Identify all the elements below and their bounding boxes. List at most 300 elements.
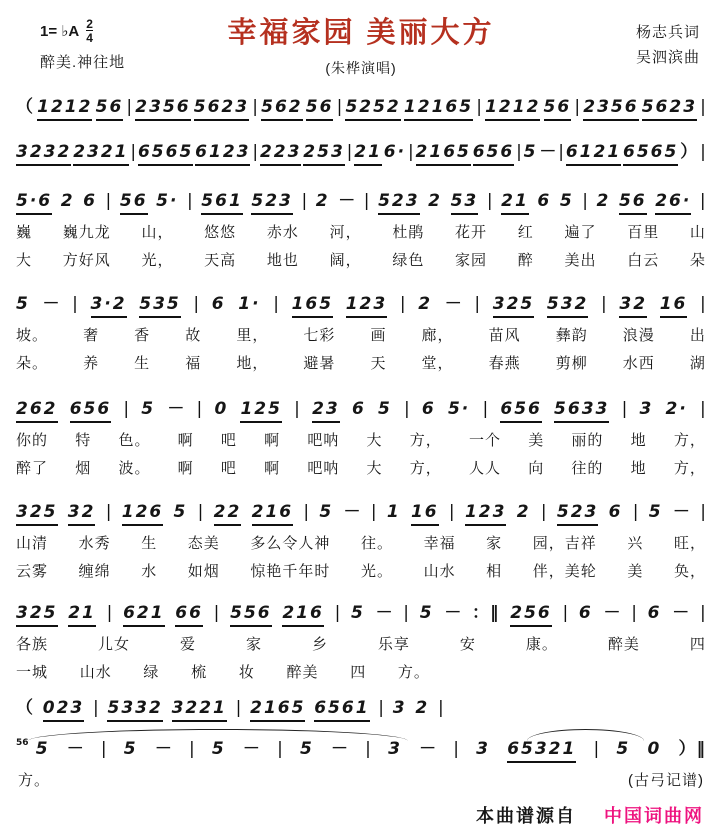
notation-line xyxy=(16,190,706,215)
bar-line: | xyxy=(213,603,220,623)
note-group: 2· xyxy=(665,399,688,419)
lyric-word: 妆 xyxy=(238,664,255,681)
lyric-word: 阔， xyxy=(329,252,362,269)
note-group: 2 xyxy=(60,191,75,211)
lyric-word: 朵。 xyxy=(16,355,49,372)
lyric-word: 赤水 xyxy=(266,224,299,241)
note-group: 3 xyxy=(388,739,402,759)
bar-line: | xyxy=(334,603,341,623)
lyric-word: 人人 xyxy=(468,460,501,477)
bar-line: | xyxy=(516,142,522,162)
lyric-word: 醉 xyxy=(517,252,534,269)
lyric-word: 兴 xyxy=(627,535,644,552)
lyric-line xyxy=(16,222,706,243)
lyric-word: 绿 xyxy=(143,664,160,681)
lyric-word: 大 xyxy=(366,432,383,449)
note-group: 5· xyxy=(447,399,471,419)
bar-line: | xyxy=(186,191,193,211)
note-group: 2 xyxy=(596,191,611,211)
note-group: 5 xyxy=(377,399,392,419)
note-group: 56 xyxy=(544,96,572,121)
notation-line xyxy=(16,96,706,121)
lyric-word: 四 xyxy=(689,636,706,653)
lyric-word: 百里 xyxy=(627,224,660,241)
lyric-word: 奢 xyxy=(83,327,100,344)
page-title: 幸福家园 美丽大方 xyxy=(227,17,495,49)
lyric-word: 啊 xyxy=(264,432,281,449)
bar-line: | xyxy=(123,399,130,419)
note-group: 523 xyxy=(557,501,599,526)
lyric-word: 大 xyxy=(16,252,33,269)
bar-line: | xyxy=(301,191,308,211)
lyric-word: 烟 xyxy=(75,460,92,477)
sustain-dash: － xyxy=(603,603,621,623)
bar-line: | xyxy=(365,739,371,759)
note-group: 223 xyxy=(260,141,302,166)
note-group: 561 xyxy=(201,190,243,215)
note-group: 5 xyxy=(35,739,50,759)
note-group: 2165 xyxy=(250,697,305,722)
note-group: 5 xyxy=(648,502,663,522)
lyric-word: 园，吉祥 xyxy=(532,535,597,552)
bar-line: | xyxy=(448,502,455,522)
lyric-word: 杜鹃 xyxy=(392,224,425,241)
sustain-dash: － xyxy=(242,739,260,759)
notation-line xyxy=(16,738,706,763)
note-group: 523 xyxy=(251,190,293,215)
lyric-word: 伴，美轮 xyxy=(532,563,597,580)
note-group: 656 xyxy=(473,141,515,166)
bar-line: | xyxy=(294,399,300,419)
note-group: 6 xyxy=(578,603,593,623)
site-name-link[interactable]: 中国词曲网 xyxy=(604,806,704,826)
lyric-word: 山水 xyxy=(79,664,112,681)
note-group: 5 xyxy=(299,739,314,759)
bar-line: | xyxy=(106,603,113,623)
lyric-line xyxy=(16,430,706,451)
lyric-word: 梳 xyxy=(191,664,208,681)
note-group: 523 xyxy=(378,190,420,215)
lyric-word: 特 xyxy=(75,432,92,449)
note-group: 2 xyxy=(428,191,442,211)
bar-line: | xyxy=(196,399,203,419)
sustain-dash: － xyxy=(42,294,60,314)
sustain-dash: － xyxy=(672,502,690,522)
note-group: 5252 xyxy=(345,96,400,121)
note-group: 5 xyxy=(523,142,538,162)
notation-system xyxy=(16,293,706,374)
note-group: 216 xyxy=(252,501,294,526)
lyric-word: 吧呐 xyxy=(307,432,340,449)
parenthesis: （ xyxy=(16,97,34,117)
note-group: 6 xyxy=(608,502,623,522)
note-group: 253 xyxy=(303,141,345,166)
bar-line: | xyxy=(235,698,242,718)
note-group: 53 xyxy=(451,190,479,215)
lyric-word: 相 xyxy=(486,563,503,580)
note-group: 16 xyxy=(411,501,439,526)
sustain-dash: － xyxy=(343,502,361,522)
note-group: 6561 xyxy=(314,697,369,722)
note-group: 3221 xyxy=(172,697,227,722)
sustain-dash: － xyxy=(154,739,172,759)
lyric-word: 往的 xyxy=(571,460,604,477)
note-group: 5 xyxy=(173,502,188,522)
lyric-word: 苗风 xyxy=(488,327,521,344)
bar-line: | xyxy=(700,97,706,117)
lyric-word: 水 xyxy=(141,563,158,580)
note-group: 23 xyxy=(312,398,340,423)
lyric-word: 美 xyxy=(627,563,644,580)
lyric-line xyxy=(16,634,706,655)
note-group: 6 xyxy=(351,399,366,419)
footer xyxy=(16,802,706,828)
bar-line: | xyxy=(93,698,99,718)
lyric-word: 福 xyxy=(185,355,202,372)
note-group: 56 xyxy=(619,190,647,215)
note-group: 6 xyxy=(537,191,552,211)
note-group: 5 xyxy=(319,502,334,522)
note-group: 16 xyxy=(660,293,688,318)
time-signature xyxy=(86,18,93,44)
lyric-word: 康。 xyxy=(525,636,558,653)
note-group: 656 xyxy=(500,398,542,423)
time-signature-denominator: 4 xyxy=(86,31,93,45)
notation-line xyxy=(16,141,706,166)
final-lyric: 方。 xyxy=(18,772,51,789)
lyric-word: 家 xyxy=(245,636,262,653)
note-group: 66 xyxy=(175,602,203,627)
note-group: 5·6 xyxy=(16,190,52,215)
notation-score xyxy=(16,96,706,763)
notation-system xyxy=(16,141,706,166)
note-group: 5332 xyxy=(107,697,162,722)
bar-line: | xyxy=(562,603,569,623)
note-group: 6 xyxy=(647,603,662,623)
notation-line xyxy=(16,501,706,526)
bar-line: | xyxy=(399,294,406,314)
lyric-word: 乡 xyxy=(311,636,328,653)
key-signature-block xyxy=(40,18,125,72)
sustain-dash: － xyxy=(167,399,185,419)
lyric-word: 地 xyxy=(630,460,647,477)
lyric-word: 朵 xyxy=(689,252,706,269)
sustain-dash: － xyxy=(444,294,462,314)
lyric-word: 山水 xyxy=(423,563,456,580)
bar-line: | xyxy=(699,191,706,211)
lyric-word: 吧呐 xyxy=(307,460,340,477)
lyric-word: 生 xyxy=(141,535,158,552)
note-group: 32 xyxy=(619,293,647,318)
lyric-word: 剪柳 xyxy=(555,355,588,372)
note-group: 621 xyxy=(123,602,165,627)
lyric-word: 地， xyxy=(236,355,269,372)
lyric-word: 廊， xyxy=(421,327,454,344)
note-group: 6121 xyxy=(566,141,621,166)
parenthesis: ） xyxy=(680,142,699,162)
bar-line: | xyxy=(126,97,133,117)
lyric-word: 美出 xyxy=(564,252,597,269)
note-group: 2 xyxy=(415,698,430,718)
bar-line: | xyxy=(346,142,353,162)
note-group: 216 xyxy=(282,602,324,627)
lyric-word: 画 xyxy=(370,327,387,344)
lyric-word: 地 xyxy=(630,432,647,449)
bar-line: | xyxy=(700,502,706,522)
bar-line: | xyxy=(601,294,607,314)
bar-line: | xyxy=(273,294,279,314)
lyric-word: 避暑 xyxy=(303,355,336,372)
note-group: 123 xyxy=(346,293,388,318)
sustain-dash: － xyxy=(375,603,393,623)
lyric-word: 绿色 xyxy=(392,252,425,269)
lyric-word: 遍了 xyxy=(564,224,597,241)
note-group: 325 xyxy=(16,602,58,627)
note-group: 5· xyxy=(156,191,179,211)
sustain-dash: － xyxy=(338,191,356,211)
lyric-line xyxy=(16,325,706,346)
lyric-word: 儿女 xyxy=(97,636,130,653)
lyric-word: 吧 xyxy=(220,432,237,449)
note-group: 325 xyxy=(16,501,58,526)
lyric-word: 方， xyxy=(409,432,442,449)
note-group: 22 xyxy=(214,501,242,526)
note-group: 5 xyxy=(351,603,365,623)
lyric-line xyxy=(16,250,706,271)
note-group: 562 xyxy=(261,96,303,121)
score-tail-row xyxy=(16,769,706,790)
note-group: 0 xyxy=(214,399,229,419)
notation-system xyxy=(16,190,706,271)
note-group: 6· xyxy=(383,142,407,162)
lyric-word: 悠悠 xyxy=(204,224,237,241)
lyric-word: 幸福 xyxy=(423,535,456,552)
bar-line: | xyxy=(700,399,706,419)
tempo-expression: 醉美.神往地 xyxy=(40,54,126,71)
bar-line: | xyxy=(474,294,481,314)
sustain-dash: － xyxy=(539,142,557,162)
notation-system xyxy=(16,501,706,582)
lyric-word: 安 xyxy=(459,636,476,653)
bar-line: | xyxy=(582,191,588,211)
performer-subtitle: (朱桦演唱) xyxy=(325,60,397,76)
notation-system xyxy=(16,697,706,722)
note-group: 5 xyxy=(123,739,138,759)
lyric-word: 香 xyxy=(134,327,151,344)
lyric-word: 水秀 xyxy=(78,535,111,552)
note-group: 123 xyxy=(465,501,507,526)
lyric-word: 家园 xyxy=(455,252,488,269)
lyric-word: 山清 xyxy=(16,535,49,552)
note-group: 6 xyxy=(211,294,226,314)
lyric-word: 醉了 xyxy=(16,460,49,477)
note-group: 165 xyxy=(292,293,334,318)
lyric-word: 光， xyxy=(141,252,174,269)
note-group: 1212 xyxy=(37,96,92,121)
note-group: 6565 xyxy=(138,141,193,166)
notation-line xyxy=(16,398,706,423)
note-group: 5623 xyxy=(194,96,249,121)
lyric-word: 七彩 xyxy=(303,327,336,344)
lyric-word: 里， xyxy=(236,327,269,344)
note-group: 5 xyxy=(16,294,30,314)
note-group: 12165 xyxy=(404,96,473,121)
bar-line: | xyxy=(453,739,459,759)
lyric-word: 云雾 xyxy=(16,563,49,580)
note-group: 2165 xyxy=(416,141,471,166)
lyric-line xyxy=(16,561,706,582)
note-group: 5 xyxy=(141,399,156,419)
lyric-word: 态美 xyxy=(187,535,220,552)
lyric-word: 坡。 xyxy=(16,327,49,344)
lyric-word: 啊 xyxy=(177,460,194,477)
lyric-word: 惊艳千年时 xyxy=(250,563,331,580)
note-group: 65321 xyxy=(507,738,576,763)
lyric-word: 春燕 xyxy=(488,355,521,372)
lyric-word: 河， xyxy=(329,224,362,241)
bar-line: | xyxy=(72,294,78,314)
notation-system xyxy=(16,398,706,479)
note-group: 5 xyxy=(211,739,226,759)
note-group: 3·2 xyxy=(91,293,127,318)
sustain-dash: － xyxy=(419,739,437,759)
lyric-word: 缠绵 xyxy=(78,563,111,580)
lyric-word: 大 xyxy=(366,460,383,477)
note-group: 126 xyxy=(122,501,164,526)
lyric-word: 方， xyxy=(409,460,442,477)
bar-line: | xyxy=(403,603,410,623)
lyric-word: 故 xyxy=(185,327,202,344)
note-group: 56 xyxy=(306,96,334,121)
lyric-word: 一城 xyxy=(16,664,49,681)
lyric-line xyxy=(16,533,706,554)
lyric-word: 养 xyxy=(83,355,100,372)
bar-line: | xyxy=(476,97,482,117)
repeat-sign: ：‖ xyxy=(472,603,500,623)
bar-line: | xyxy=(336,97,343,117)
notation-credit: (古弓记谱) xyxy=(628,772,704,789)
note-group: 3 xyxy=(392,698,407,718)
note-group: 256 xyxy=(510,602,552,627)
lyric-word: 家 xyxy=(486,535,503,552)
bar-line: | xyxy=(252,142,259,162)
notation-line xyxy=(16,602,706,627)
bar-line: | xyxy=(407,142,414,162)
lyric-word: 丽的 xyxy=(571,432,604,449)
bar-line: | xyxy=(632,502,639,522)
note-group: 6123 xyxy=(195,141,250,166)
bar-line: | xyxy=(437,698,444,718)
notation-line xyxy=(16,697,444,722)
bar-line: | xyxy=(699,603,706,623)
lyric-word: 光。 xyxy=(360,563,393,580)
lyric-word: 白云 xyxy=(627,252,660,269)
note-group: 5633 xyxy=(554,398,609,423)
bar-line: | xyxy=(100,739,107,759)
lyric-word: 花开 xyxy=(455,224,488,241)
lyric-word: 啊 xyxy=(177,432,194,449)
lyric-line xyxy=(16,458,706,479)
bar-line: | xyxy=(574,97,581,117)
bar-line: | xyxy=(621,399,628,419)
lyric-word: 奂， xyxy=(673,563,706,580)
lyric-word: 湖 xyxy=(689,355,706,372)
bar-line: | xyxy=(197,502,204,522)
lyric-word: 啊 xyxy=(264,460,281,477)
note-group: 1 xyxy=(386,502,401,522)
time-signature-numerator: 2 xyxy=(86,17,93,31)
lyric-word: 方， xyxy=(673,432,706,449)
note-group: 21 xyxy=(354,141,382,166)
note-group: 532 xyxy=(547,293,589,318)
note-group: 56 xyxy=(96,96,124,121)
lyric-word: 各族 xyxy=(16,636,49,653)
composer-credit: 吴泗滨曲 xyxy=(635,49,700,66)
lyric-word: 天高 xyxy=(204,252,237,269)
lyric-word: 色。 xyxy=(118,432,151,449)
note-group: 535 xyxy=(139,293,181,318)
bar-line: | xyxy=(303,502,310,522)
lyric-word: 堂， xyxy=(421,355,454,372)
note-group: 3 xyxy=(476,739,491,759)
lyric-word: 方， xyxy=(673,460,706,477)
lyric-word: 吧 xyxy=(220,460,237,477)
notation-system xyxy=(16,738,706,763)
lyric-word: 你的 xyxy=(16,432,49,449)
note-group: 56 xyxy=(120,190,148,215)
lyric-word: 红 xyxy=(517,224,534,241)
notation-system xyxy=(16,602,706,683)
note-group: 3 xyxy=(639,399,654,419)
lyric-word: 旺， xyxy=(673,535,706,552)
lyric-word: 波。 xyxy=(118,460,151,477)
lyric-word: 巍九龙 xyxy=(62,224,111,241)
lyric-word: 生 xyxy=(134,355,151,372)
note-group: 125 xyxy=(240,398,282,423)
lyric-word: 地也 xyxy=(266,252,299,269)
note-group: 5 xyxy=(616,739,631,759)
bar-line: | xyxy=(700,142,706,162)
lyric-word: 乐享 xyxy=(377,636,410,653)
lyric-line xyxy=(16,662,430,683)
bar-line: | xyxy=(130,142,137,162)
bar-line: | xyxy=(700,294,706,314)
note-group: 21 xyxy=(501,190,529,215)
note-group: 325 xyxy=(493,293,535,318)
bar-line: | xyxy=(482,399,489,419)
lyric-word: 向 xyxy=(528,460,545,477)
lyric-word: 一个 xyxy=(468,432,501,449)
lyric-word: 巍 xyxy=(16,224,33,241)
note-group: 2 xyxy=(516,502,531,522)
parenthesis: （ xyxy=(16,698,34,718)
lyric-word: 天 xyxy=(370,355,387,372)
sustain-dash: － xyxy=(444,603,462,623)
note-group: 6565 xyxy=(623,141,678,166)
lyric-word: 四 xyxy=(350,664,367,681)
bar-line: | xyxy=(378,698,385,718)
lyric-word: 如烟 xyxy=(187,563,220,580)
bar-line: | xyxy=(105,502,112,522)
note-group: 262 xyxy=(16,398,58,423)
bar-line: | xyxy=(404,399,410,419)
note-group: 556 xyxy=(230,602,272,627)
notation-line xyxy=(16,293,706,318)
bar-line: | xyxy=(370,502,377,522)
note-group: 656 xyxy=(70,398,112,423)
bar-line: | xyxy=(277,739,283,759)
note-group: 5623 xyxy=(642,96,697,121)
